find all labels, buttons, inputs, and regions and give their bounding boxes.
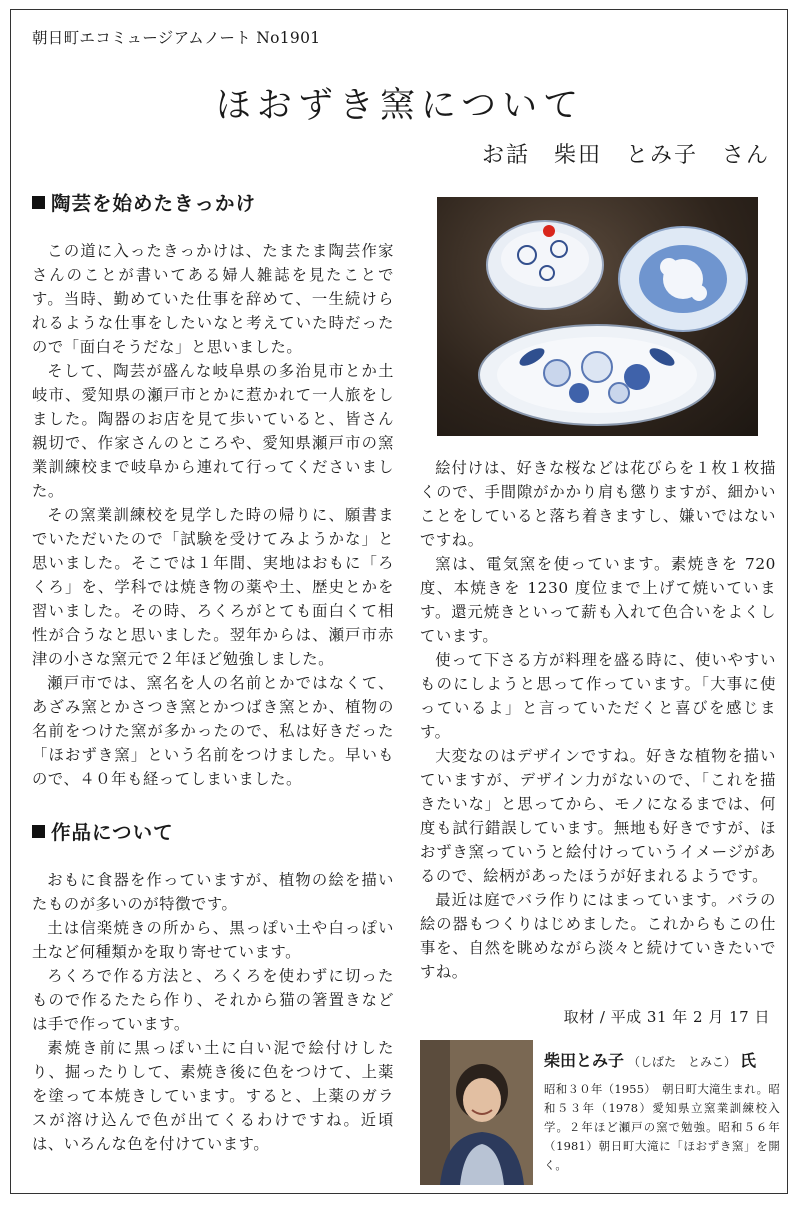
right-column [420,456,776,984]
left-column [32,188,394,1156]
section-works-body [32,868,394,1156]
square-bullet-icon [32,196,45,209]
speaker-line: お話 柴田 とみ子 さん [481,143,770,168]
paragraph: 絵付けは、好きな桜などは花びらを１枚１枚描くので、手間隙がかかり肩も懲りますが、細かいことをしていると落ち着きますし、嫌いではないですね。 [420,459,776,549]
paragraph: 最近は庭でバラ作りにはまっています。バラの絵の器もつくりはじめました。これからもこの仕事を、自然を眺めながら淡々と続けていきたいですね。 [420,891,776,981]
paragraph: ろくろで作る方法と、ろくろを使わずに切ったもので作るたたら作り、それから猫の箸置きなどは手で作っています。 [32,967,394,1033]
paragraph: そして、陶芸が盛んな岐阜県の多治見市とか土岐市、愛知県の瀬戸市とかに惹かれて一人旅をしました。陶器のお店を見て歩いていると、皆さん親切で、作家さんのところや、愛知県瀬戸市の窯業訓練校まで岐阜から連れて行ってくださいました。 [32,362,394,500]
paragraph: 窯は、電気窯を使っています。素焼きを 720 度、本焼きを 1230 度位まで上げて焼いています。還元焼きといって薪も入れて色合いをよくしています。 [420,555,776,645]
portrait-photo [420,1040,533,1185]
profile-bio: 昭和３０年（1955） 朝日町大滝生まれ。昭和５３年（1978）愛知県立窯業訓練校入学。２年ほど瀬戸の窯で勉強。昭和５６年（1981）朝日町大滝に「ほおずき窯」を開く。 [544,1082,780,1172]
paragraph: 瀬戸市では、窯名を人の名前とかではなくて、あざみ窯とかさつき窯とかつばき窯とか、植物の名前をつけた窯が多かったので、私は好きだった「ほおずき窯」という名前をつけました。早いもので、４０年も経ってしまいました。 [32,674,394,788]
pottery-illustration [437,197,758,436]
square-bullet-icon [32,825,45,838]
paragraph: おもに食器を作っていますが、植物の絵を描いたものが多いのが特徴です。 [32,871,394,913]
paragraph: その窯業訓練校を見学した時の帰りに、願書までいただいたので「試験を受けてみようかな」と思いました。そこでは１年間、実地はおもに「ろくろ」を、学科では焼き物の薬や土、歴史とかを習いました。その時、ろくろがとても面白くて相性が合うなと思いました。翌年からは、瀬戸市赤津の小さな窯元で２年ほど勉強しました。 [32,506,394,668]
paragraph: 土は信楽焼きの所から、黒っぽい土や白っぽい土など何種類かを取り寄せています。 [32,919,394,961]
paragraph: 大変なのはデザインですね。好きな植物を描いていますが、デザイン力がないので、「これを描きたいな」と思ってから、モノになるまでは、何度も試行錯誤しています。無地も好きですが、ほおずき窯っていうと絵付けっていうイメージがあるので、絵柄があったほうが好まれるようです。 [420,747,776,885]
page-title: ほおずき窯について [215,86,585,126]
paragraph: 使って下さる方が料理を盛る時に、使いやすいものにしようと思って作っています。「大事に使っているよ」と言っていただくと喜びを感じます。 [420,651,776,741]
series-label: 朝日町エコミュージアムノート No1901 [32,29,321,47]
interview-credit: 取材 / 平成 31 年 2 月 17 日 [563,1008,770,1026]
portrait-illustration [420,1040,533,1185]
paragraph: この道に入ったきっかけは、たまたま陶芸作家さんのことが書いてある婦人雑誌を見たことです。当時、勤めていた仕事を辞めて、一生続けられるような仕事をしたいなと考えていた時だったので「面白そうだな」と思いました。 [32,242,394,356]
section-heading-start: 陶芸を始めたきっかけ [32,188,394,216]
profile-name: 柴田とみ子 （しばた とみこ） 氏 [544,1051,757,1070]
paragraph: 素焼き前に黒っぽい土に白い泥で絵付けしたり、掘ったりして、素焼き後に色をつけて、上薬を塗って本焼きしています。すると、上薬のガラスが溶け込んで色が出てくるわけですね。近頃は、いろんな色を付けています。 [32,1039,394,1153]
section-heading-works: 作品について [32,817,394,845]
section-start-body [32,239,394,791]
pottery-photo [437,197,758,436]
